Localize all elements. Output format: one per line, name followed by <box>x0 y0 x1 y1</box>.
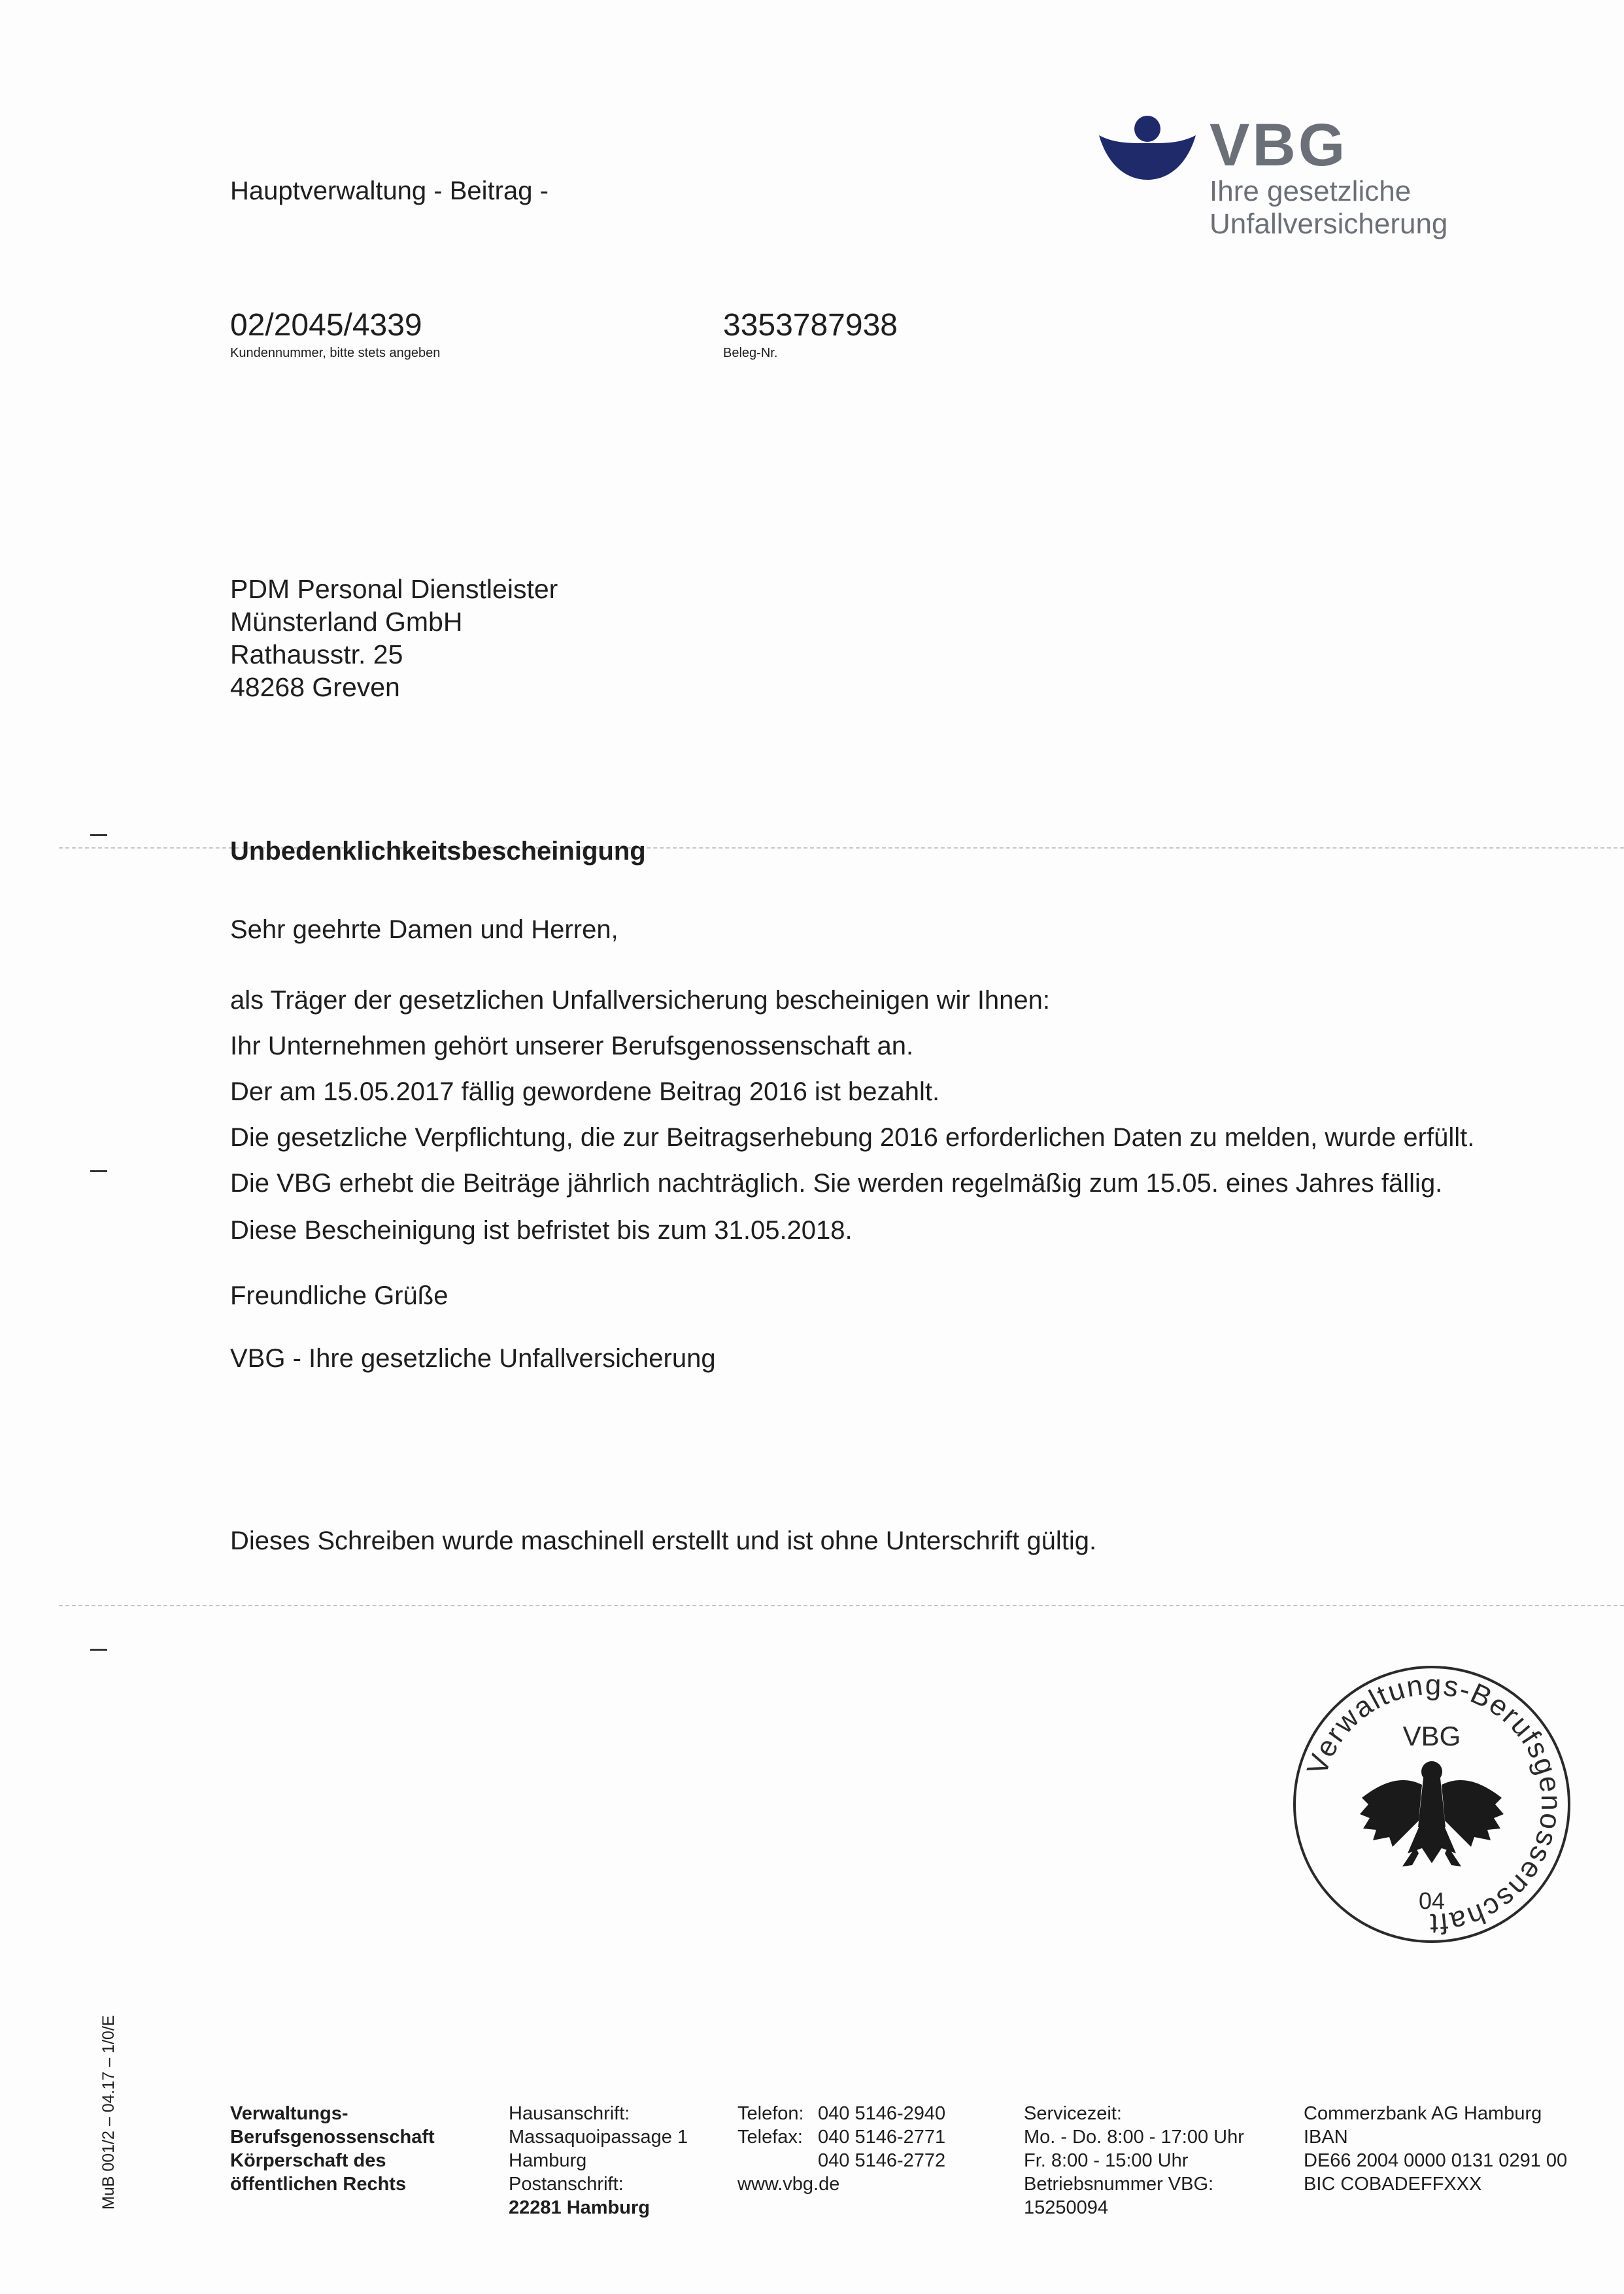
company-number-label: Betriebsnummer VBG: <box>1024 2174 1214 2195</box>
form-code: MuB 001/2 – 04.17 – 1/0/E <box>99 2015 118 2210</box>
iban-label: IBAN <box>1304 2127 1348 2148</box>
recipient-address <box>230 573 558 703</box>
subject: Unbedenklichkeitsbescheinigung <box>230 837 646 866</box>
body-line: Diese Bescheinigung ist befristet bis zum 31.05.2018. <box>230 1216 853 1245</box>
address-line: PDM Personal Dienstleister <box>230 574 558 604</box>
postal-label: Postanschrift: <box>509 2174 624 2195</box>
iban: DE66 2004 0000 0131 0291 00 <box>1304 2150 1568 2171</box>
service-label: Servicezeit: <box>1024 2103 1122 2124</box>
fax-row <box>737 2125 945 2149</box>
body-line: Der am 15.05.2017 fällig gewordene Beitrag 2016 ist bezahlt. <box>230 1077 940 1106</box>
address-city: Hamburg <box>509 2150 587 2171</box>
closing: Freundliche Grüße <box>230 1281 448 1310</box>
salutation: Sehr geehrte Damen und Herren, <box>230 915 618 944</box>
body-line: Ihr Unternehmen gehört unserer Berufsgenossenschaft an. <box>230 1032 914 1060</box>
body-line: Die VBG erhebt die Beiträge jährlich nachträglich. Sie werden regelmäßig zum 15.05. eines Jahres fällig. <box>230 1169 1443 1198</box>
address-line: Rathausstr. 25 <box>230 639 403 669</box>
org-line: Berufsgenossenschaft <box>230 2127 435 2148</box>
punch-mark <box>90 1170 107 1172</box>
address-street: Massaquoipassage 1 <box>509 2127 688 2148</box>
customer-number: 02/2045/4339 <box>230 308 422 343</box>
stamp-ring-text: Verwaltungs-Berufsgenossenschaft <box>1300 1668 1568 1940</box>
address-label: Hausanschrift: <box>509 2103 630 2124</box>
vbg-logo-icon <box>1095 114 1200 186</box>
phone-label: Telefon: <box>737 2103 804 2124</box>
postal-city: 22281 Hamburg <box>509 2197 650 2218</box>
service-hours: Fr. 8:00 - 15:00 Uhr <box>1024 2150 1189 2171</box>
stamp-center-text: VBG <box>1402 1721 1461 1751</box>
fold-mark <box>90 1649 107 1651</box>
service-hours: Mo. - Do. 8:00 - 17:00 Uhr <box>1024 2127 1244 2148</box>
footer-bank <box>1304 2102 1567 2196</box>
customer-number-block <box>230 307 440 361</box>
footer-organization <box>230 2102 435 2196</box>
sender: VBG - Ihre gesetzliche Unfallversicherung <box>230 1344 716 1373</box>
document-number-caption: Beleg-Nr. <box>723 346 778 360</box>
footer-service <box>1024 2102 1244 2219</box>
machine-note: Dieses Schreiben wurde maschinell erstellt und ist ohne Unterschrift gültig. <box>230 1527 1097 1555</box>
fax-row <box>737 2149 945 2172</box>
phone-number: 040 5146-2940 <box>818 2103 946 2124</box>
bank-name: Commerzbank AG Hamburg <box>1304 2103 1542 2124</box>
department-line: Hauptverwaltung - Beitrag - <box>230 177 549 205</box>
body-line: als Träger der gesetzlichen Unfallversicherung bescheinigen wir Ihnen: <box>230 986 1051 1015</box>
stamp-number: 04 <box>1418 1887 1446 1914</box>
vbg-logo <box>1095 111 1461 248</box>
fax-number: 040 5146-2772 <box>818 2150 946 2171</box>
org-line: Körperschaft des <box>230 2150 386 2171</box>
footer-address <box>509 2102 688 2219</box>
footer-contact <box>737 2102 945 2196</box>
document-number-block <box>723 307 898 361</box>
eagle-icon <box>1360 1761 1504 1866</box>
fax-label: Telefax: <box>737 2127 803 2148</box>
org-line: öffentlichen Rechts <box>230 2174 407 2195</box>
body-line: Die gesetzliche Verpflichtung, die zur Beitragserhebung 2016 erforderlichen Daten zu melden, wurde erfüllt. <box>230 1123 1475 1152</box>
org-line: Verwaltungs- <box>230 2103 348 2124</box>
document-number: 3353787938 <box>723 308 898 343</box>
fold-line <box>59 1605 1624 1606</box>
website-link[interactable]: www.vbg.de <box>737 2174 840 2195</box>
fold-mark <box>90 834 107 836</box>
customer-number-caption: Kundennummer, bitte stets angeben <box>230 346 441 360</box>
logo-tagline-2: Unfallversicherung <box>1210 208 1448 240</box>
fax-number: 040 5146-2771 <box>818 2127 946 2148</box>
company-number: 15250094 <box>1024 2197 1109 2218</box>
logo-name: VBG <box>1210 112 1348 178</box>
address-line: 48268 Greven <box>230 672 400 702</box>
address-line: Münsterland GmbH <box>230 607 463 637</box>
stamp-seal <box>1285 1657 1579 1951</box>
phone-row <box>737 2102 945 2125</box>
logo-tagline-1: Ihre gesetzliche <box>1210 175 1412 207</box>
bic: BIC COBADEFFXXX <box>1304 2174 1482 2195</box>
official-stamp <box>1285 1657 1579 1951</box>
